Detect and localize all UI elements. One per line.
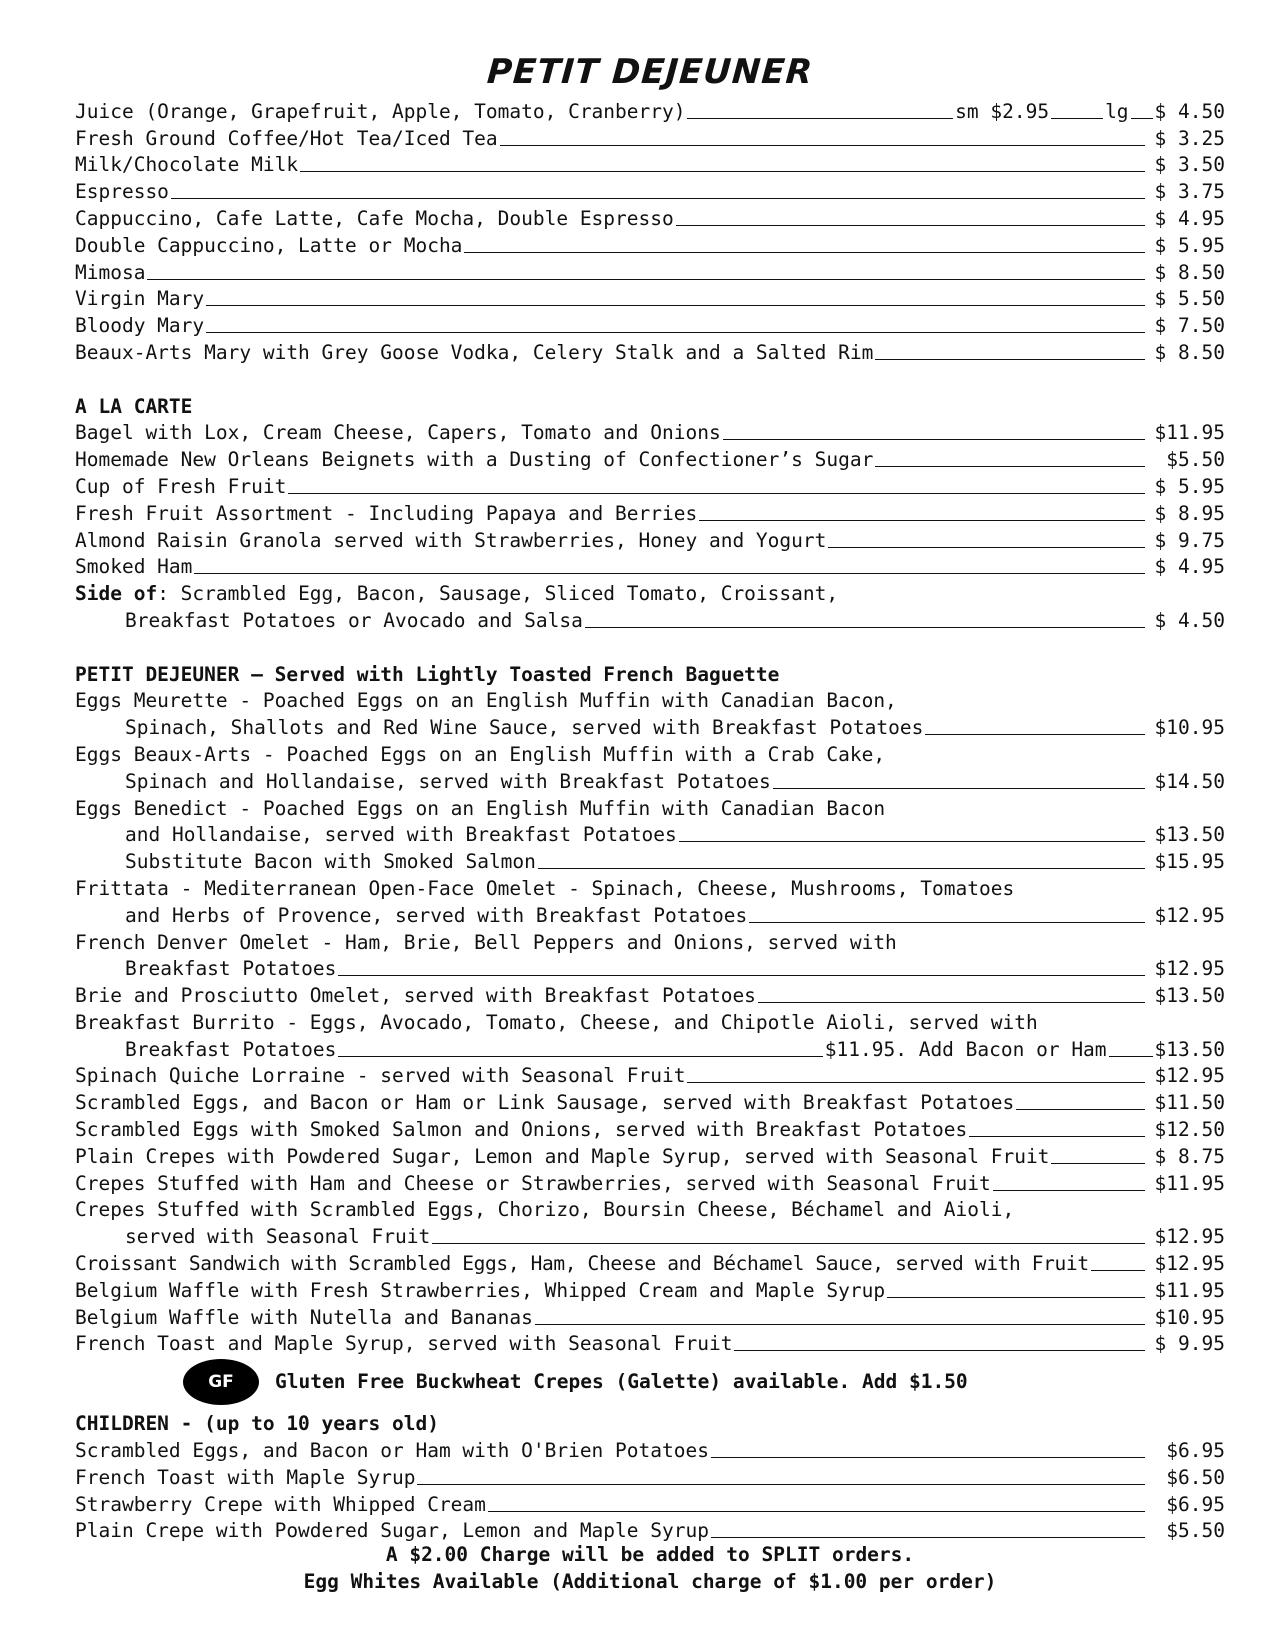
leader-line bbox=[687, 1082, 1145, 1083]
item-name: Virgin Mary bbox=[75, 287, 205, 311]
leader-line bbox=[147, 279, 1145, 280]
item-price: $ 5.95 bbox=[1154, 233, 1225, 257]
list-item bbox=[75, 525, 1225, 552]
item-price: $ 3.25 bbox=[1154, 126, 1225, 150]
item-name: French Denver Omelet - Ham, Brie, Bell Peppers and Onions, served with bbox=[75, 930, 897, 954]
list-item bbox=[75, 96, 1225, 123]
item-name: Crepes Stuffed with Scrambled Eggs, Chorizo, Boursin Cheese, Béchamel and Aioli, bbox=[75, 1198, 1015, 1222]
item-price: $13.50 bbox=[1154, 1037, 1225, 1061]
leader-line bbox=[1109, 1056, 1153, 1057]
item-name: Belgium Waffle with Nutella and Bananas bbox=[75, 1305, 533, 1329]
item-name: Bloody Mary bbox=[75, 314, 205, 338]
list-item bbox=[75, 927, 1225, 954]
list-item bbox=[75, 498, 1225, 525]
item-name: Frittata - Mediterranean Open-Face Omelet - Spinach, Cheese, Mushrooms, Tomatoes bbox=[75, 876, 1015, 900]
item-price: $ 9.95 bbox=[1154, 1332, 1225, 1356]
leader-line bbox=[773, 788, 1145, 789]
item-price: $10.95 bbox=[1154, 716, 1225, 740]
item-name: Smoked Ham bbox=[75, 555, 193, 579]
item-name: : Scrambled Egg, Bacon, Sausage, Sliced Tomato, Croissant, bbox=[157, 582, 839, 606]
list-item bbox=[75, 605, 1225, 632]
list-item bbox=[75, 1034, 1225, 1061]
list-item bbox=[75, 1435, 1225, 1462]
item-name: Cup of Fresh Fruit bbox=[75, 474, 287, 498]
leader-line bbox=[758, 1002, 1145, 1003]
gluten-free-text: Gluten Free Buckwheat Crepes (Galette) available. Add $1.50 bbox=[275, 1370, 968, 1394]
item-name: Breakfast Burrito - Eggs, Avocado, Tomato, Cheese, and Chipotle Aioli, served with bbox=[75, 1010, 1038, 1034]
item-price: $6.95 bbox=[1166, 1439, 1225, 1463]
leader-line bbox=[723, 439, 1145, 440]
list-item bbox=[75, 954, 1225, 981]
item-name: Plain Crepes with Powdered Sugar, Lemon and Maple Syrup, served with Seasonal Fruit bbox=[75, 1144, 1050, 1168]
list-item bbox=[75, 712, 1225, 739]
item-name: Spinach, Shallots and Red Wine Sauce, served with Breakfast Potatoes bbox=[125, 716, 924, 740]
list-item bbox=[75, 1061, 1225, 1088]
leader-line bbox=[749, 922, 1145, 923]
item-name: Cappuccino, Cafe Latte, Cafe Mocha, Double Espresso bbox=[75, 206, 674, 230]
leader-line bbox=[206, 332, 1145, 333]
item-name: Croissant Sandwich with Scrambled Eggs, Ham, Cheese and Béchamel Sauce, served with Fruit bbox=[75, 1252, 1089, 1276]
item-name: French Toast with Maple Syrup bbox=[75, 1465, 416, 1489]
item-price: $6.50 bbox=[1166, 1465, 1225, 1489]
item-price: $12.95 bbox=[1154, 1064, 1225, 1088]
list-item bbox=[75, 900, 1225, 927]
item-price: $6.95 bbox=[1166, 1492, 1225, 1516]
list-item bbox=[75, 176, 1225, 203]
item-price: $ 8.50 bbox=[1154, 260, 1225, 284]
item-price: $ 8.50 bbox=[1154, 340, 1225, 364]
leader-line bbox=[338, 975, 1145, 976]
leader-line bbox=[585, 627, 1145, 628]
item-name: Spinach and Hollandaise, served with Breakfast Potatoes bbox=[125, 769, 771, 793]
item-name: Breakfast Potatoes bbox=[125, 957, 337, 981]
egg-whites-note: Egg Whites Available (Additional charge of $1.00 per order) bbox=[303, 1570, 997, 1594]
item-price: $ 8.95 bbox=[1154, 501, 1225, 525]
item-name: Milk/Chocolate Milk bbox=[75, 153, 299, 177]
list-item bbox=[75, 230, 1225, 257]
leader-line bbox=[432, 1243, 1145, 1244]
leader-line bbox=[338, 1056, 822, 1057]
item-price: $12.95 bbox=[1154, 1225, 1225, 1249]
list-item bbox=[75, 793, 1225, 820]
list-item bbox=[75, 846, 1225, 873]
leader-line bbox=[417, 1484, 1145, 1485]
item-name: Bagel with Lox, Cream Cheese, Capers, Tomato and Onions bbox=[75, 421, 721, 445]
item-name: French Toast and Maple Syrup, served with Seasonal Fruit bbox=[75, 1332, 733, 1356]
leader-line bbox=[925, 734, 1145, 735]
item-name: Scrambled Eggs, and Bacon or Ham or Link Sausage, served with Breakfast Potatoes bbox=[75, 1091, 1015, 1115]
leader-line bbox=[1016, 1109, 1145, 1110]
item-name: Espresso bbox=[75, 180, 169, 204]
item-name: Substitute Bacon with Smoked Salmon bbox=[125, 850, 536, 874]
item-name: and Hollandaise, served with Breakfast Potatoes bbox=[125, 823, 677, 847]
list-item bbox=[75, 337, 1225, 364]
item-price: $11.95 bbox=[1154, 421, 1225, 445]
leader-line bbox=[488, 1511, 1145, 1512]
item-price: $ 4.95 bbox=[1154, 206, 1225, 230]
list-item bbox=[75, 1248, 1225, 1275]
leader-line bbox=[687, 118, 953, 119]
leader-line bbox=[1091, 1270, 1145, 1271]
item-price: $11.95 bbox=[1154, 1278, 1225, 1302]
spacer bbox=[75, 632, 1225, 659]
list-item bbox=[75, 873, 1225, 900]
list-item bbox=[75, 820, 1225, 847]
leader-line bbox=[194, 573, 1145, 574]
list-item bbox=[75, 1275, 1225, 1302]
item-price: $ 4.50 bbox=[1154, 608, 1225, 632]
item-name: Belgium Waffle with Fresh Strawberries, Whipped Cream and Maple Syrup bbox=[75, 1278, 886, 1302]
item-price: $11.50 bbox=[1154, 1091, 1225, 1115]
leader-line bbox=[464, 252, 1145, 253]
list-item bbox=[75, 471, 1225, 498]
base-price: $11.95. Add Bacon or Ham bbox=[824, 1037, 1107, 1061]
leader-line bbox=[711, 1537, 1145, 1538]
leader-line bbox=[300, 171, 1145, 172]
item-name: Double Cappuccino, Latte or Mocha bbox=[75, 233, 463, 257]
page-title: PETIT DEJEUNER bbox=[485, 52, 815, 92]
list-item bbox=[75, 418, 1225, 445]
list-item bbox=[75, 1141, 1225, 1168]
list-item bbox=[75, 578, 1225, 605]
leader-line bbox=[500, 145, 1145, 146]
list-item bbox=[75, 1195, 1225, 1222]
item-price: $ 7.50 bbox=[1154, 314, 1225, 338]
list-item bbox=[75, 1329, 1225, 1356]
list-item bbox=[75, 1302, 1225, 1329]
list-item bbox=[75, 1462, 1225, 1489]
item-price: $10.95 bbox=[1154, 1305, 1225, 1329]
item-name: Strawberry Crepe with Whipped Cream bbox=[75, 1492, 486, 1516]
item-price: $5.50 bbox=[1166, 1519, 1225, 1543]
leader-line bbox=[887, 1297, 1145, 1298]
item-price: $12.95 bbox=[1154, 1252, 1225, 1276]
split-charge-note: A $2.00 Charge will be added to SPLIT orders. bbox=[385, 1543, 915, 1567]
item-name: Crepes Stuffed with Ham and Cheese or Strawberries, served with Seasonal Fruit bbox=[75, 1171, 991, 1195]
list-item bbox=[75, 1221, 1225, 1248]
item-price: $15.95 bbox=[1154, 850, 1225, 874]
list-item bbox=[75, 150, 1225, 177]
item-name: Almond Raisin Granola served with Strawberries, Honey and Yogurt bbox=[75, 528, 827, 552]
item-name: Breakfast Potatoes bbox=[125, 1037, 337, 1061]
side-label: Side of bbox=[75, 582, 158, 606]
leader-line bbox=[206, 305, 1145, 306]
item-price: $ 8.75 bbox=[1154, 1144, 1225, 1168]
list-item bbox=[75, 980, 1225, 1007]
list-item bbox=[75, 1168, 1225, 1195]
leader-line bbox=[875, 359, 1145, 360]
list-item bbox=[75, 257, 1225, 284]
item-price: $13.50 bbox=[1154, 823, 1225, 847]
item-name: Scrambled Eggs with Smoked Salmon and Onions, served with Breakfast Potatoes bbox=[75, 1118, 968, 1142]
item-name: Fresh Ground Coffee/Hot Tea/Iced Tea bbox=[75, 126, 498, 150]
item-price: $ 9.75 bbox=[1154, 528, 1225, 552]
leader-line bbox=[288, 493, 1145, 494]
item-name: Spinach Quiche Lorraine - served with Seasonal Fruit bbox=[75, 1064, 686, 1088]
item-price: $ 5.95 bbox=[1154, 474, 1225, 498]
list-item bbox=[75, 310, 1225, 337]
leader-line bbox=[993, 1190, 1145, 1191]
leader-line bbox=[1131, 118, 1153, 119]
item-price: $11.95 bbox=[1154, 1171, 1225, 1195]
item-name: Juice (Orange, Grapefruit, Apple, Tomato, Cranberry) bbox=[75, 99, 686, 123]
item-price: $ 4.95 bbox=[1154, 555, 1225, 579]
list-item bbox=[75, 123, 1225, 150]
item-price: $ 3.50 bbox=[1154, 153, 1225, 177]
menu-page bbox=[75, 48, 1225, 1596]
item-price: $5.50 bbox=[1166, 448, 1225, 472]
section-heading: PETIT DEJEUNER – Served with Lightly Toasted French Baguette bbox=[75, 662, 780, 686]
item-price: $ 3.75 bbox=[1154, 180, 1225, 204]
small-price: sm $2.95 bbox=[955, 99, 1050, 123]
leader-line bbox=[1051, 1163, 1145, 1164]
list-item bbox=[75, 1516, 1225, 1543]
item-name: Breakfast Potatoes or Avocado and Salsa bbox=[125, 608, 583, 632]
list-item bbox=[75, 203, 1225, 230]
item-price: $12.95 bbox=[1154, 903, 1225, 927]
item-price: $ 4.50 bbox=[1154, 99, 1225, 123]
item-name: Beaux-Arts Mary with Grey Goose Vodka, Celery Stalk and a Salted Rim bbox=[75, 340, 874, 364]
item-price: $13.50 bbox=[1154, 984, 1225, 1008]
list-item bbox=[75, 1007, 1225, 1034]
item-price: $ 5.50 bbox=[1154, 287, 1225, 311]
leader-line bbox=[1051, 118, 1103, 119]
gluten-free-note bbox=[75, 1355, 1225, 1408]
list-item bbox=[75, 1114, 1225, 1141]
leader-line bbox=[875, 466, 1145, 467]
list-item bbox=[75, 1087, 1225, 1114]
item-name: Scrambled Eggs, and Bacon or Ham with O'Brien Potatoes bbox=[75, 1439, 709, 1463]
item-name: Eggs Meurette - Poached Eggs on an English Muffin with Canadian Bacon, bbox=[75, 689, 897, 713]
item-name: served with Seasonal Fruit bbox=[125, 1225, 431, 1249]
leader-line bbox=[171, 198, 1145, 199]
item-price: $14.50 bbox=[1154, 769, 1225, 793]
list-item bbox=[75, 739, 1225, 766]
item-name: and Herbs of Provence, served with Breakfast Potatoes bbox=[125, 903, 748, 927]
leader-line bbox=[828, 547, 1145, 548]
item-name: Eggs Beaux-Arts - Poached Eggs on an English Muffin with a Crab Cake, bbox=[75, 742, 886, 766]
leader-line bbox=[676, 225, 1145, 226]
gf-badge-icon: GF bbox=[183, 1359, 259, 1405]
leader-line bbox=[734, 1350, 1145, 1351]
section-heading: CHILDREN - (up to 10 years old) bbox=[75, 1412, 439, 1436]
list-item bbox=[75, 552, 1225, 579]
list-item bbox=[75, 284, 1225, 311]
spacer bbox=[75, 364, 1225, 391]
item-name: Brie and Prosciutto Omelet, served with Breakfast Potatoes bbox=[75, 984, 756, 1008]
item-name: Eggs Benedict - Poached Eggs on an English Muffin with Canadian Bacon bbox=[75, 796, 886, 820]
section-heading: A LA CARTE bbox=[75, 394, 193, 418]
item-name: Fresh Fruit Assortment - Including Papaya and Berries bbox=[75, 501, 698, 525]
leader-line bbox=[679, 841, 1145, 842]
list-item bbox=[75, 1489, 1225, 1516]
leader-line bbox=[538, 868, 1145, 869]
leader-line bbox=[969, 1136, 1145, 1137]
item-name: Mimosa bbox=[75, 260, 146, 284]
item-name: Homemade New Orleans Beignets with a Dusting of Confectioner’s Sugar bbox=[75, 448, 874, 472]
list-item bbox=[75, 686, 1225, 713]
item-price: $12.50 bbox=[1154, 1118, 1225, 1142]
list-item bbox=[75, 766, 1225, 793]
list-item bbox=[75, 444, 1225, 471]
leader-line bbox=[699, 520, 1145, 521]
item-name: Plain Crepe with Powdered Sugar, Lemon and Maple Syrup bbox=[75, 1519, 709, 1543]
leader-line bbox=[711, 1457, 1145, 1458]
leader-line bbox=[535, 1324, 1145, 1325]
item-price: $12.95 bbox=[1154, 957, 1225, 981]
large-label: lg bbox=[1105, 99, 1129, 123]
